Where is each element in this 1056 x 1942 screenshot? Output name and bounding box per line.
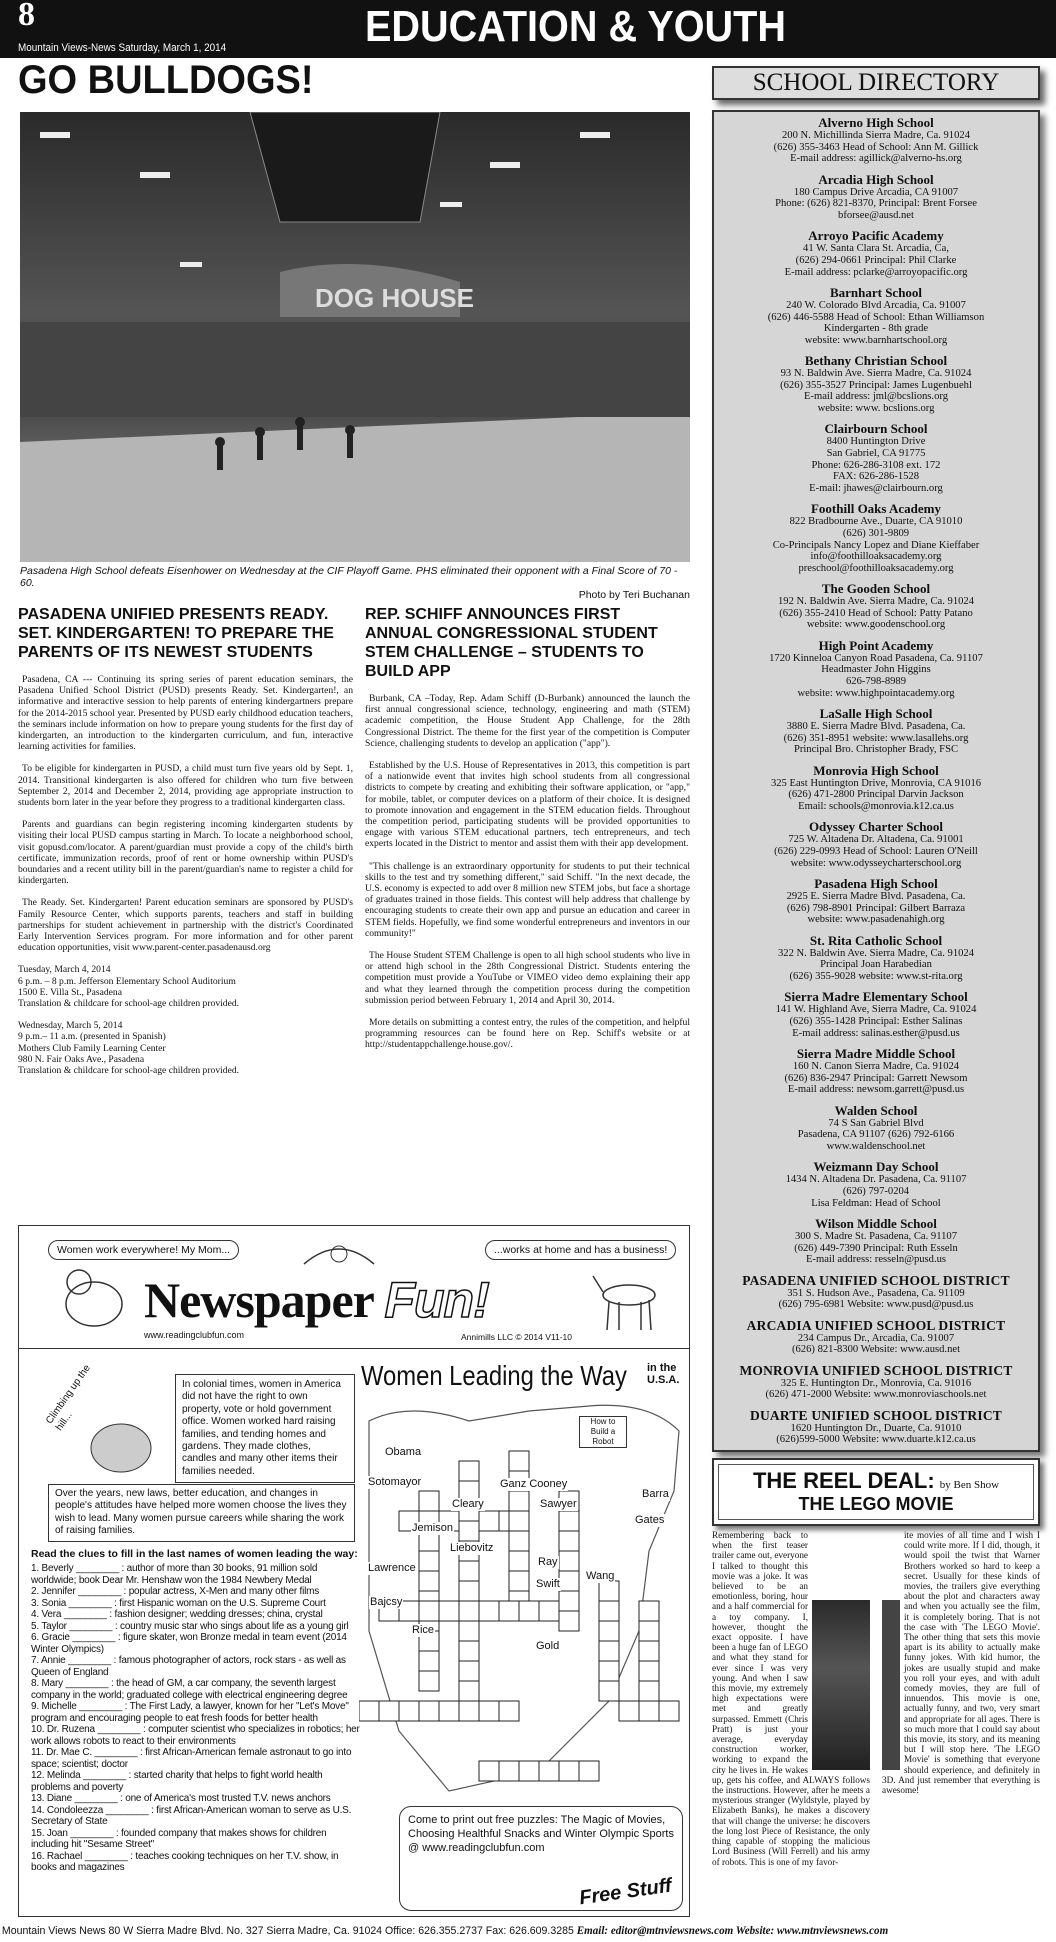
article-paragraph: Established by the U.S. House of Representatives in 2013, this competition is part of a nationwide event that invites high school students from all congressional districts to compete by creating and exhibiting their software application, or "app," for mobile, tablet, or computer devices on a platform of their choice. It is designed to promote innovation and engagement in the STEM education fields. Throughout the competition period, participating students will be provided opportunities to engage with various STEM educational partners, tech entrepreneurs, and tech experts located in the District to mentor and assist them with their app development. — [365, 760, 690, 850]
puzzle-url: www.readingclubfun.com — [144, 1330, 245, 1340]
crossword-cell[interactable] — [639, 1601, 659, 1621]
crossword-cell[interactable] — [559, 1571, 579, 1591]
map-name-label: Obama — [385, 1446, 422, 1458]
crossword-cell[interactable] — [539, 1601, 559, 1621]
crossword-cell[interactable] — [659, 1701, 679, 1721]
footer-contact: Email: editor@mtnviewsnews.com Website: www.mtnviewsnews.com — [576, 1925, 889, 1937]
contact-line[interactable]: www.waldenschool.net — [826, 1140, 926, 1152]
crossword-grid — [359, 1401, 689, 1801]
crossword-cell[interactable] — [509, 1551, 529, 1571]
info-line: 74 S San Gabriel Blvd — [828, 1117, 924, 1129]
contact-line[interactable]: (626) 821-8300 Website: www.ausd.net — [791, 1344, 961, 1356]
review-column-2 — [882, 1530, 1040, 1795]
crossword-cell[interactable] — [499, 1601, 519, 1621]
crossword-cell[interactable] — [399, 1701, 419, 1721]
crossword-cell[interactable] — [499, 1761, 519, 1781]
school-entry — [718, 286, 1034, 346]
clue-item: 5. Taylor ________ : country music star who sings about life as a young girl — [31, 1620, 349, 1632]
crossword-cell[interactable] — [459, 1521, 479, 1541]
crossword-cell[interactable] — [599, 1581, 619, 1601]
school-name: Pasadena High School — [814, 876, 938, 892]
info-line: 1434 N. Altadena Dr. Pasadena, Ca. 91107 — [785, 1174, 967, 1186]
school-entry — [718, 764, 1034, 813]
article-paragraph: "This challenge is an extraordinary opportunity for students to put their technical skills to the test and try something different," said Schiff. "In the next decade, the U.S. economy is expected to add over 8 million new STEM jobs, but face a shortage of graduates trained in those fields. This contest will help address that challenge by encouraging students to create their own app and pursue an education and career in STEM fields. Hopefully, we find some wonderful entrepreneurs and inventors in our community!" — [365, 860, 690, 939]
contact-line[interactable]: bforsee@ausd.net — [838, 209, 914, 221]
school-entry — [718, 502, 1034, 574]
map-name-label: Sawyer — [540, 1498, 577, 1510]
crossword-cell[interactable] — [639, 1681, 659, 1701]
map-name-label: Ray — [538, 1556, 558, 1568]
info-line: 141 W. Highland Ave, Sierra Madre, Ca. 91024 — [775, 1004, 977, 1016]
crossword-cell[interactable] — [459, 1461, 479, 1481]
contact-line[interactable]: E-mail address: newsom.garrett@pusd.us — [787, 1084, 965, 1096]
contact-line[interactable]: E-mail address: resseln@pusd.us — [805, 1254, 947, 1266]
crossword-cell[interactable] — [509, 1451, 529, 1471]
crossword-cell[interactable] — [459, 1681, 479, 1701]
clue-item: 10. Dr. Ruzena ________ : computer scientist who specializes in robotics; her work allows robots to react to their environments — [31, 1724, 360, 1747]
info-line: 325 East Huntington Drive, Monrovia, CA 91016 — [770, 777, 982, 789]
lego-movie-poster-edge — [882, 1600, 900, 1770]
info-line: 1720 Kinneloa Canyon Road Pasadena, Ca. 91107 — [769, 652, 983, 664]
school-entry — [718, 1104, 1034, 1153]
clue-list — [31, 1563, 361, 1874]
info-line: (626) 446-5588 Head of School: Ethan Williamson — [767, 311, 985, 323]
contact-line[interactable]: E-mail address: pclarke@arroyopacific.org — [784, 266, 968, 278]
map-name-label: Sotomayor — [368, 1476, 422, 1488]
school-name: ARCADIA UNIFIED SCHOOL DISTRICT — [746, 1317, 1006, 1333]
basketball-game-photo — [20, 112, 690, 562]
info-line: San Gabriel, CA 91775 — [826, 448, 926, 460]
contact-line[interactable]: website: www. bcslions.org — [817, 403, 935, 414]
contact-line[interactable]: website: www.goodenschool.org — [806, 619, 946, 631]
school-entry — [718, 116, 1034, 165]
school-entry — [718, 707, 1034, 756]
contact-line[interactable]: E-mail: jhawes@clairbourn.org — [809, 482, 943, 494]
crossword-cell[interactable] — [459, 1581, 479, 1601]
crossword-cell[interactable] — [499, 1701, 519, 1721]
crossword-cell[interactable] — [509, 1511, 529, 1531]
clue-item: 13. Diane ________ : one of America's most trusted T.V. news anchors — [31, 1793, 331, 1804]
info-line: (626) 229-0993 Head of School: Lauren O'Neill — [774, 845, 978, 857]
info-line: 2925 E. Sierra Madre Blvd. Pasadena, Ca. — [786, 891, 966, 903]
map-name-label: Gold — [536, 1640, 560, 1652]
info-line: 180 Campus Drive Arcadia, CA 91007 — [793, 186, 959, 198]
crossword-cell[interactable] — [509, 1531, 529, 1551]
school-name: LaSalle High School — [819, 706, 933, 722]
page-number: 8 — [18, 0, 35, 33]
school-name: High Point Academy — [818, 637, 934, 653]
school-directory — [712, 110, 1040, 1452]
info-line: 41 W. Santa Clara St. Arcadia, Ca, — [803, 243, 949, 255]
clue-item: 6. Gracie ________ : figure skater, won Bronze medal in team event (2014 Winter Olympics) — [31, 1632, 347, 1655]
contact-line[interactable]: website: www.odysseycharterschool.org — [790, 857, 962, 869]
info-line: (626) 355-1428 Principal: Esther Salinas — [789, 1015, 963, 1027]
clue-item: 11. Dr. Mae C. ________ : first African-American female astronaut to go into space; scientist; doctor — [31, 1747, 352, 1770]
dog-house-banner: DOG HOUSE — [315, 283, 474, 313]
map-name-label: Swift — [536, 1578, 560, 1590]
article-paragraph: Tuesday, March 4, 2014 6 p.m. – 8 p.m. Jefferson Elementary School Auditorium 1500 E. Villa St., Pasadena Translation & childcare for school-age children provided. — [18, 964, 240, 1010]
school-name: Sierra Madre Elementary School — [784, 989, 968, 1005]
district-entry — [718, 1274, 1034, 1311]
clue-item: 15. Joan ________ : founded company that makes shows for children including hit "Sesame Street" — [31, 1827, 327, 1850]
crossword-cell[interactable] — [479, 1701, 499, 1721]
crossword-cell[interactable] — [559, 1591, 579, 1611]
school-name: DUARTE UNIFIED SCHOOL DISTRICT — [750, 1407, 1002, 1423]
info-line: Lisa Feldman: Head of School — [811, 1197, 941, 1209]
school-name: Arcadia High School — [818, 171, 934, 187]
school-name: Bethany Christian School — [804, 353, 948, 369]
info-line: 3880 E. Sierra Madre Blvd. Pasadena, Ca. — [786, 721, 966, 733]
clue-item: 9. Michelle ________ : The First Lady, a lawyer, known for her "Let's Move" program and encouraging people to eat fresh foods for better health — [31, 1701, 349, 1724]
info-line: 325 E. Huntington Dr., Monrovia, Ca. 91016 — [780, 1377, 972, 1389]
school-entry — [718, 1217, 1034, 1266]
school-name: MONROVIA UNIFIED SCHOOL DISTRICT — [739, 1362, 1013, 1378]
info-line: Co-Principals Nancy Lopez and Diane Kieffaber — [772, 539, 980, 551]
puzzle-headline: Women Leading the Way — [361, 1360, 627, 1391]
info-line: Headmaster John Higgins — [821, 664, 931, 676]
crossword-cell[interactable] — [459, 1641, 479, 1661]
photo-credit: Photo by Teri Buchanan — [578, 589, 690, 601]
map-name-label: Lawrence — [368, 1562, 416, 1574]
school-entry — [718, 1047, 1034, 1096]
map-name-label: Wang — [586, 1570, 615, 1582]
district-entry — [718, 1364, 1034, 1401]
crossword-cell[interactable] — [439, 1601, 459, 1621]
article-paragraph: The House Student STEM Challenge is open to all high school students who live in or attend high school in the 28th Congressional District. Students entering the competition must provide a YouTube or VIMEO video demo explaining their app and what they learned through the competition process during the competition submission period between February 1, 2014 and April 30, 2014. — [365, 950, 690, 1006]
school-entry — [718, 582, 1034, 631]
puzzle-copyright: Annimills LLC © 2014 V11-10 — [461, 1332, 572, 1342]
school-entry — [718, 229, 1034, 278]
page-footer — [0, 1921, 1014, 1942]
crossword-cell[interactable] — [419, 1671, 439, 1691]
speech-bubble-left: Women work everywhere! My Mom... — [48, 1240, 239, 1260]
map-name-label: Jemison — [412, 1522, 453, 1534]
crossword-cell[interactable] — [559, 1551, 579, 1571]
crossword-cell[interactable] — [459, 1701, 479, 1721]
info-line: 322 N. Baldwin Ave. Sierra Madre, Ca. 91024 — [777, 947, 975, 959]
reel-deal-byline: by Ben Show — [939, 1479, 1000, 1491]
clue-item: 14. Condoleezza ________ : first African-American woman to serve as U.S. Secretary of State — [31, 1804, 352, 1827]
crossword-cell[interactable] — [579, 1761, 599, 1781]
info-line: 192 N. Baldwin Ave. Sierra Madre, Ca. 91024 — [777, 596, 975, 608]
school-name: Arroyo Pacific Academy — [808, 228, 944, 244]
clue-item: 4. Vera ________ : fashion designer; wedding dresses; china, crystal — [31, 1609, 323, 1620]
info-line: Principal Joan Harabedian — [820, 959, 932, 971]
article-paragraph: Parents and guardians can begin registering incoming kindergarten students by visiting their local PUSD campus starting in March. To locate a neighborhood school, visit gopusd.com/locator. A parent/guardian must provide a copy of the child's birth certificate, immunization records, proof of rent or home ownership within PUSD's boundaries and a recent utility bill in the parent/guardian's name to register a child for kindergarten. — [18, 819, 353, 887]
contact-line[interactable]: E-mail address: agillick@alverno-hs.org — [790, 153, 962, 165]
info-line: (626) 449-7390 Principal: Ruth Esseln — [794, 1242, 958, 1254]
crossword-cell[interactable] — [599, 1621, 619, 1641]
article-kindergarten — [18, 605, 353, 1087]
clue-item: 8. Mary ________ : the head of GM, a car company, the seventh largest company in the world; graduated college with electrical engineering degree — [31, 1678, 348, 1701]
school-name: Alverno High School — [818, 115, 934, 130]
clue-heading: Read the clues to fill in the last names of women leading the way: — [31, 1548, 358, 1560]
crossword-cell[interactable] — [479, 1511, 499, 1531]
crossword-cell[interactable] — [479, 1601, 499, 1621]
article-paragraph: Pasadena, CA --- Continuing its spring series of parent education seminars, the Pasadena Unified School District (PUSD) presents Ready. Set. Kindergarten!, an informative and interactive session to help parents of entering kindergartners prepare for the 2014-2015 school year. Presented by PUSD early childhood education teachers, the seminars include information on how to prepare young students for the first day of kindergarten, an introduction to the kindergarten curriculum, and fun, interactive learning activities for families. — [18, 674, 353, 753]
map-name-label: Cleary — [452, 1498, 484, 1510]
school-entry — [718, 354, 1034, 414]
contact-line[interactable]: preschool@foothilloaksacademy.org — [798, 562, 954, 574]
intro-text-2: Over the years, new laws, better education, and changes in people's attitudes have helped more women choose the lives they wish to lead. Many women pursue careers while sharing the work of raising families. — [48, 1484, 355, 1542]
dateline: Mountain Views-News Saturday, March 1, 2014 — [18, 42, 227, 54]
clue-item: 16. Rachael ________ : teaches cooking techniques on her T.V. show, in books and magazines — [31, 1850, 339, 1873]
crossword-cell[interactable] — [599, 1601, 619, 1621]
info-line: 240 W. Colorado Blvd Arcadia, Ca. 91007 — [786, 299, 966, 311]
footer-address: Mountain Views News 80 W Sierra Madre Blvd. No. 327 Sierra Madre, Ca. 91024 Office: 626.355.2737 Fax: 626.609.3285 — [1, 1925, 577, 1937]
map-name-label: Rice — [412, 1624, 435, 1636]
school-name: Sierra Madre Middle School — [796, 1046, 956, 1061]
review-text: Remembering back to when the first teaser trailer came out, everyone I talked to thought this movie was a joke. It was believed to be an emotionless, boring, hour and a half commercial for a toy company. I, however, thought the exact opposite. I have been a huge fan of LEGO and what they stand for ever since I was very young. And when I saw this movie, my extremely high expectations were met and greatly surpassed. Emmett (Chris Pratt) is just your average, everyday construction worker, working to expand the city he lives in. He wakes up, gets his coffee, and ALWAYS follows the instructions. However, after he meets a mysterious stranger (Wyldstyle, played by Elizabeth Banks), he makes a discovery that will change the universe: he discovers the long lost Piece of Resistance, the only thing capable of stopping the malicious Lord Business (Will Ferrell) and his army of robots. This is one of my favor- — [712, 1530, 870, 1867]
info-line: (626) 301-9809 — [842, 527, 910, 539]
contact-line[interactable]: website: www.barnhartschool.org — [804, 334, 948, 346]
info-line: Pasadena, CA 91107 (626) 792-6166 — [797, 1129, 955, 1141]
school-entry — [718, 877, 1034, 926]
crossword-cell[interactable] — [359, 1701, 379, 1721]
school-name: Foothill Oaks Academy — [810, 501, 941, 517]
crossword-cell[interactable] — [419, 1551, 439, 1571]
school-entry — [718, 639, 1034, 699]
crossword-cell[interactable] — [559, 1611, 579, 1631]
article-paragraph: Wednesday, March 5, 2014 9 p.m.– 11 a.m. (presented in Spanish) Mothers Club Family Learning Center 980 N. Fair Oaks Ave., Pasadena Translation & childcare for school-age children provided. — [18, 1020, 240, 1077]
crossword-cell[interactable] — [519, 1601, 539, 1621]
speech-bubble-right: ...works at home and has a business! — [485, 1240, 676, 1260]
reel-deal-title: THE REEL DEAL: — [752, 1468, 935, 1493]
divider — [19, 1348, 690, 1349]
school-name: St. Rita Catholic School — [809, 932, 943, 948]
crossword-cell[interactable] — [599, 1661, 619, 1681]
info-line: (626) 798-8901 Principal: Gilbert Barraza — [786, 902, 966, 914]
article-paragraph: More details on submitting a contest entry, the rules of the competition, and helpful programming resources can be found here on Rep. Schiff's website or at http://studentappchallenge.house.gov/. — [365, 1017, 690, 1051]
section-header-bar — [0, 0, 1056, 58]
district-entry — [718, 1409, 1034, 1446]
school-name: The Gooden School — [821, 581, 931, 597]
school-entry — [718, 422, 1034, 494]
info-line: (626) 836-2947 Principal: Garrett Newsom — [784, 1072, 968, 1084]
info-line: 8400 Huntington Drive — [826, 436, 926, 448]
crossword-cell[interactable] — [539, 1761, 559, 1781]
crossword-cell[interactable] — [459, 1621, 479, 1641]
logo-text: Newspaper — [144, 1272, 385, 1328]
crossword-cell[interactable] — [639, 1701, 659, 1721]
crossword-cell[interactable] — [639, 1641, 659, 1661]
clue-item: 1. Beverly ________ : author of more than 30 books, 91 million sold worldwide; book Dear Mr. Henshaw won the 1984 Newbery Medal — [31, 1563, 318, 1586]
crossword-cell[interactable] — [559, 1761, 579, 1781]
school-entry — [718, 934, 1034, 983]
info-line: 160 N. Canon Sierra Madre, Ca. 91024 — [792, 1061, 960, 1072]
clue-item: 2. Jennifer ________ : popular actress, X-Men and many other films — [31, 1586, 320, 1597]
crossword-cell[interactable] — [419, 1571, 439, 1591]
logo-fun-text: Fun! — [384, 1272, 489, 1328]
free-puzzles-promo — [399, 1806, 683, 1911]
info-line: FAX: 626-286-1528 — [832, 471, 920, 483]
crossword-cell[interactable] — [479, 1761, 499, 1781]
info-line: (626) 355-3463 Head of School: Ann M. Gillick — [773, 141, 979, 153]
info-line: 1620 Huntington Dr., Duarte, Ca. 91010 — [790, 1422, 962, 1434]
crossword-cell[interactable] — [559, 1511, 579, 1531]
crossword-cell[interactable] — [419, 1701, 439, 1721]
info-line: (626) 355-2410 Head of School: Patty Patano — [779, 607, 973, 619]
reel-deal-header — [712, 1458, 1040, 1526]
crossword-cell[interactable] — [459, 1661, 479, 1681]
school-name: Odyssey Charter School — [808, 819, 944, 835]
info-line: 626-798-8989 — [845, 676, 907, 687]
contact-line[interactable]: Email: schools@monrovia.k12.ca.us — [798, 800, 954, 812]
contact-line[interactable]: (626) 351-8951 website: www.lasallehs.org — [783, 732, 969, 744]
map-name-label: Bajcsy — [370, 1596, 403, 1608]
contact-line[interactable]: E-mail address: jml@bcslions.org — [803, 391, 949, 403]
info-line: 93 N. Baldwin Ave. Sierra Madre, Ca. 91024 — [780, 368, 972, 380]
contact-line[interactable]: (626)599-5000 Website: www.duarte.k12.ca.us — [776, 1434, 976, 1446]
contact-line[interactable]: (626) 471-2000 Website: www.monroviaschools.net — [765, 1389, 987, 1401]
crossword-cell[interactable] — [519, 1761, 539, 1781]
newspaper-fun-logo — [144, 1274, 489, 1326]
crossword-cell[interactable] — [419, 1601, 439, 1621]
school-name: PASADENA UNIFIED SCHOOL DISTRICT — [742, 1272, 1010, 1288]
info-line: (626) 797-0204 — [842, 1185, 910, 1197]
clue-item: 12. Melinda ________ : started charity that helps to fight world health problems and poverty — [31, 1770, 323, 1793]
contact-line[interactable]: website: www.pasadenahigh.org — [807, 914, 945, 926]
map-name-label: Liebovitz — [450, 1542, 494, 1554]
school-name: Wilson Middle School — [815, 1215, 937, 1231]
crossword-cell[interactable] — [509, 1571, 529, 1591]
free-stuff-label: Free Stuff — [577, 1874, 674, 1910]
crossword-cell[interactable] — [639, 1661, 659, 1681]
article-paragraph: Burbank, CA –Today, Rep. Adam Schiff (D-Burbank) announced the launch the first annual congressional science, technology, engineering and math (STEM) academic competition, the House Student App Challenge, for the 28th Congressional District. The theme for the first year of the competition is Computer Science, challenging students to develop an application ("app"). — [365, 693, 690, 749]
contact-line[interactable]: info@foothilloaksacademy.org — [810, 551, 942, 563]
info-line: (626) 355-3527 Principal: James Lugenbuehl — [780, 379, 972, 391]
school-entry — [718, 173, 1034, 222]
crossword-cell[interactable] — [419, 1651, 439, 1671]
school-entry — [718, 990, 1034, 1039]
climbing-caption: Climbing up the hill... — [44, 1362, 93, 1433]
article-paragraph: The Ready. Set. Kindergarten! Parent education seminars are sponsored by PUSD's Family Resource Center, which supports parents, teachers and staff in building partnerships for student achievement in partnership with the district's Coordinated Early Intervention Services program. For more information and for other parent education opportunities, visit www.parent-center.pasadenausd.org — [18, 897, 353, 954]
bear-illustration-icon — [49, 1264, 139, 1330]
map-name-label: Barra — [642, 1488, 669, 1500]
lego-movie-poster — [812, 1600, 870, 1770]
armadillo-illustration-icon — [81, 1418, 161, 1478]
article-paragraph: To be eligible for kindergarten in PUSD, a child must turn five years old by Sept. 1, 2014. Transitional kindergarten is also offered for children who turn five between September 2, 2014 and December 2, 2014, providing age appropriate instruction to students born later in the year before they progress to a traditional kindergarten class. — [18, 763, 353, 809]
crossword-cell[interactable] — [439, 1701, 459, 1721]
map-name-label: Ganz Cooney — [500, 1478, 568, 1490]
crossword-cell[interactable] — [379, 1701, 399, 1721]
crossword-cell[interactable] — [509, 1491, 529, 1511]
section-title: EDUCATION & YOUTH — [365, 2, 786, 51]
photo-caption — [20, 565, 690, 601]
district-entry — [718, 1319, 1034, 1356]
crossword-cell[interactable] — [639, 1621, 659, 1641]
info-line: Phone: (626) 821-8370, Principal: Brent Forsee — [775, 198, 977, 210]
crossword-cell[interactable] — [459, 1601, 479, 1621]
info-line: 300 S. Madre St. Pasadena, Ca. 91107 — [794, 1230, 958, 1242]
info-line: 234 Campus Dr., Arcadia, Ca. 91007 — [797, 1332, 955, 1344]
promo-text: Come to print out free puzzles: The Magic of Movies, Choosing Healthful Snacks and Winter Olympic Sports @ www.readingclubfun.com — [408, 1814, 674, 1854]
school-name: Walden School — [834, 1102, 918, 1118]
clue-item: 7. Annie ________ : famous photographer of actors, rock stars - as well as Queen of England — [31, 1655, 346, 1678]
crossword-cell[interactable] — [619, 1701, 639, 1721]
info-line: Principal Bro. Christopher Brady, FSC — [793, 744, 959, 756]
review-column-1 — [712, 1530, 870, 1867]
bird-illustration-icon — [299, 1234, 379, 1274]
article-headline: REP. SCHIFF ANNOUNCES FIRST ANNUAL CONGRESSIONAL STUDENT STEM CHALLENGE – STUDENTS TO BUILD APP — [365, 606, 658, 680]
school-name: Weizmann Day School — [813, 1159, 939, 1175]
newspaper-fun-puzzle — [18, 1225, 690, 1917]
info-line: Kindergarten - 8th grade — [823, 323, 929, 335]
school-name: Barnhart School — [829, 284, 923, 300]
review-text: ite movies of all time and I wish I could write more. If I did, though, it would spoil the twist that Warner Brothers worked so hard to keep a secret. Usually for these kinds of movies, the trailers give everything about the plot and characters away and when you actually see the film, it is completely boring. That is not the case with 'The LEGO Movie'. The other thing that sets this movie apart is its ability to actually make funny jokes. With kid humor, the jokes are usually stupid and make you roll your eyes, and with adult comedy movies, they are full of innuendos. This movie is one, actually funny, and two, very smart and appropriate for all ages. There is so much more that I could say about this movie, its story, and its meaning but I will stop here. 'The LEGO Movie' is something that everyone should experience, and definitely in 3D. And just remember that everything is awesome! — [882, 1530, 1040, 1796]
crossword-cell[interactable] — [459, 1561, 479, 1581]
info-line: 200 N. Michillinda Sierra Madre, Ca. 91024 — [781, 130, 970, 141]
contact-line[interactable]: E-mail address: salinas.esther@pusd.us — [792, 1027, 960, 1039]
article-stem-challenge — [365, 605, 690, 1062]
main-headline: GO BULLDOGS! — [18, 58, 314, 102]
school-directory-title: SCHOOL DIRECTORY — [712, 66, 1040, 100]
contact-line[interactable]: (626) 795-6981 Website: www.pusd@pusd.us — [778, 1299, 974, 1311]
contact-line[interactable]: (626) 355-9028 website: www.st-rita.org — [789, 970, 963, 982]
crossword-cell[interactable] — [419, 1491, 439, 1511]
contact-line[interactable]: website: www.highpointacademy.org — [797, 687, 955, 699]
school-entry — [718, 1160, 1034, 1209]
article-headline: PASADENA UNIFIED PRESENTS READY. SET. KINDERGARTEN! TO PREPARE THE PARENTS OF ITS NEWEST STUDENTS — [18, 606, 334, 661]
crossword-cell[interactable] — [559, 1531, 579, 1551]
deer-illustration-icon — [589, 1270, 669, 1336]
info-line: (626) 294-0661 Principal: Phil Clarke — [795, 254, 957, 266]
info-line: (626) 471-2800 Principal Darvin Jackson — [788, 789, 964, 801]
crossword-cell[interactable] — [599, 1641, 619, 1661]
info-line: 351 S. Hudson Ave., Pasadena, Ca. 91109 — [787, 1287, 965, 1299]
puzzle-headline-suffix: in the U.S.A. — [647, 1362, 680, 1386]
info-line: 725 W. Altadena Dr. Altadena, Ca. 91001 — [788, 834, 964, 846]
robot-book-icon: How to Build a Robot — [579, 1416, 627, 1448]
crossword-cell[interactable] — [599, 1681, 619, 1701]
caption-text: Pasadena High School defeats Eisenhower on Wednesday at the CIF Playoff Game. PHS eliminated their opponent with a Final Score of 70 - 60. — [20, 565, 678, 589]
clue-item: 3. Sonia ________ : first Hispanic woman on the U.S. Supreme Court — [31, 1597, 326, 1609]
intro-text-1: In colonial times, women in America did not have the right to own property, vote or hold government office. Women worked hard raising families, and tending homes and gardens. They made clothes, candles and many other items their families needed. — [175, 1374, 355, 1483]
school-name: Clairbourn School — [824, 421, 928, 437]
school-name: Monrovia High School — [813, 762, 939, 778]
reel-deal-subtitle: THE LEGO MOVIE — [798, 1494, 954, 1514]
info-line: 822 Bradbourne Ave., Duarte, CA 91010 — [789, 516, 963, 528]
school-entry — [718, 820, 1034, 869]
map-name-label: Gates — [635, 1514, 665, 1526]
info-line: Phone: 626-286-3108 ext. 172 — [811, 459, 941, 471]
